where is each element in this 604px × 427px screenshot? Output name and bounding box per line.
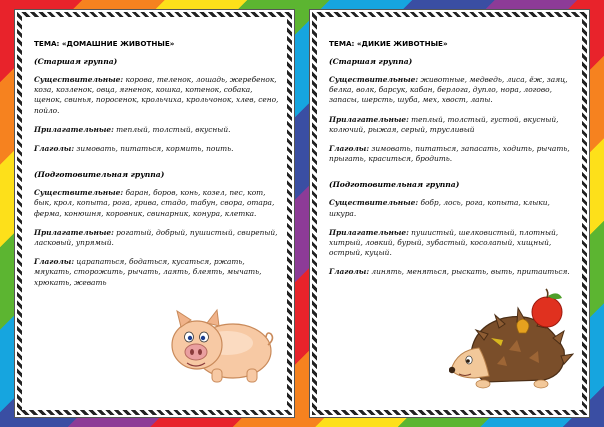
wild-animals-card bbox=[312, 12, 587, 415]
card-title: ТЕМА: «ДОМАШНИЕ ЖИВОТНЫЕ» bbox=[34, 39, 175, 48]
preparatory-group-heading: (Подготовительная группа) bbox=[34, 170, 165, 180]
verbs-label: Глаголы: bbox=[34, 144, 75, 154]
verbs-paragraph bbox=[329, 267, 574, 277]
senior-group-heading: (Старшая группа) bbox=[34, 57, 118, 66]
verbs-text: линять, меняться, рыскать, выть, притаиться. bbox=[369, 267, 570, 277]
nouns-text: корова, теленок, лошадь, жеребенок, коза, козленок, овца, ягненок, кошка, котенок, собака, щенок, свинья, поросенок, крольчиха, крольчонок, хлев, сено, пойло. bbox=[34, 75, 279, 115]
adjectives-label: Прилагательные: bbox=[329, 114, 409, 124]
nouns-text: бобр, лось, рога, копыта, клыки, шкура. bbox=[329, 198, 550, 218]
verbs-paragraph bbox=[329, 144, 574, 164]
domestic-animals-card bbox=[17, 12, 292, 415]
preparatory-group-heading: (Подготовительная группа) bbox=[329, 180, 460, 190]
adjectives-text: теплый, толстый, густой, вкусный, колючий, рыжая, серый, трусливый bbox=[329, 114, 559, 134]
verbs-label: Глаголы: bbox=[329, 267, 370, 277]
adjectives-paragraph bbox=[329, 228, 574, 259]
verbs-text: царапаться, бодаться, кусаться, ржать, мяукать, сторожить, рычать, лаять, блеять, мычать, хрюкать, жевать bbox=[34, 257, 262, 287]
hedgehog-illustration bbox=[449, 288, 574, 396]
adjectives-label: Прилагательные: bbox=[34, 227, 114, 237]
verbs-paragraph bbox=[34, 257, 279, 288]
verbs-label: Глаголы: bbox=[34, 257, 75, 267]
senior-group-heading: (Старшая группа) bbox=[329, 57, 413, 66]
verbs-label: Глаголы: bbox=[329, 144, 370, 154]
adjectives-text: пушистый, шелковистый, плотный, хитрый, ловкий, бурый, зубастый, косолапый, хищный, острый, куцый. bbox=[329, 227, 559, 258]
nouns-paragraph bbox=[34, 75, 279, 116]
verbs-text: зимовать, питаться, запасать, ходить, рычать, прыгать, краситься, бродить. bbox=[329, 144, 570, 164]
adjectives-paragraph bbox=[34, 125, 279, 135]
adjectives-paragraph bbox=[329, 115, 574, 135]
card-title: ТЕМА: «ДИКИЕ ЖИВОТНЫЕ» bbox=[329, 39, 448, 48]
verbs-paragraph bbox=[34, 144, 279, 154]
nouns-text: животные, медведь, лиса, ёж, заяц, белка, волк, барсук, кабан, берлога, дупло, нора, логово, запасы, шерсть, шуба, мех, хвост, лапы. bbox=[329, 75, 568, 105]
adjectives-label: Прилагательные: bbox=[34, 124, 114, 134]
nouns-paragraph bbox=[34, 188, 279, 219]
nouns-paragraph bbox=[329, 198, 574, 218]
nouns-label: Существительные: bbox=[34, 75, 124, 84]
adjectives-label: Прилагательные: bbox=[329, 227, 409, 237]
adjectives-text: рогатый, добрый, пушистый, свирепый, ласковый, упрямый. bbox=[34, 227, 278, 248]
pig-illustration bbox=[167, 305, 277, 387]
adjectives-text: теплый, толстый, вкусный. bbox=[113, 124, 231, 134]
adjectives-paragraph bbox=[34, 228, 279, 248]
nouns-text: баран, боров, конь, козел, пес, кот, бык, крол, копыта, рога, грива, стадо, табун, свора, отара, ферма, конюшня, коровник, свинарник, конура, клетка. bbox=[34, 188, 275, 218]
verbs-text: зимовать, питаться, кормить, поить. bbox=[74, 144, 234, 154]
nouns-paragraph bbox=[329, 75, 574, 106]
nouns-label: Существительные: bbox=[34, 188, 124, 198]
nouns-label: Существительные: bbox=[329, 198, 419, 208]
nouns-label: Существительные: bbox=[329, 75, 419, 84]
